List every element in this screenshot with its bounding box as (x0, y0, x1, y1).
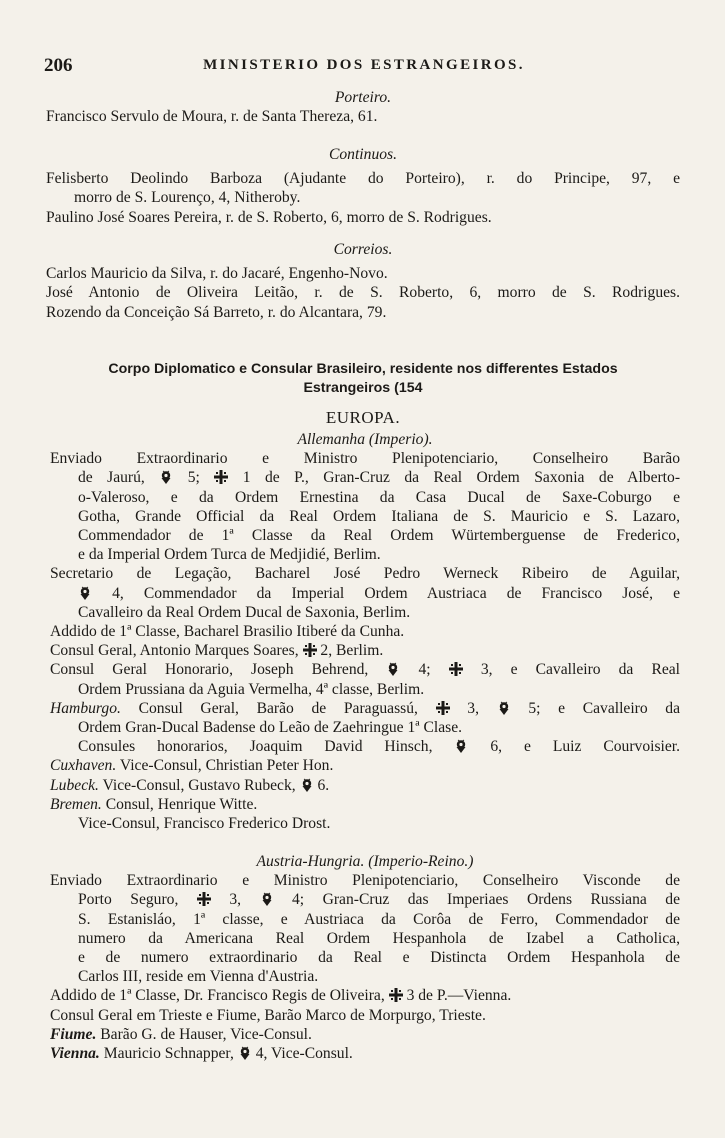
city-label: Cuxhaven. (50, 757, 117, 775)
correios-section (46, 240, 680, 322)
order-rose-icon (78, 586, 92, 600)
entry-line: Paulino José Soares Pereira, r. de S. Roberto, 6, morro de S. Rodrigues. (46, 208, 492, 226)
entry-text: 1 de P., Gran-Cruz da Real Ordem Saxonia de Alberto- (242, 469, 681, 487)
entry-text: Porto Seguro, (78, 891, 179, 909)
corpo-diplomatico-heading (46, 360, 680, 398)
entry-text: Vice-Consul, Gustavo Rubeck, (102, 776, 296, 794)
entry-line (50, 776, 680, 795)
entry-line: Felisberto Deolindo Barboza (Ajudante do Porteiro), r. do Principe, 97, e (46, 170, 680, 188)
order-rose-icon (497, 701, 511, 715)
entry-text: Consules honorarios, Joaquim David Hinsch, (78, 738, 433, 756)
section-heading: Correios. (333, 241, 393, 258)
porteiro-section (46, 88, 680, 126)
page-header (44, 55, 684, 77)
entry-text: 2, Berlim. (320, 642, 384, 660)
entry-line: numero da Americana Real Ordem Hespanhola de Izabel a Catholica, (78, 929, 680, 947)
entry-line: Vice-Consul, Francisco Frederico Drost. (78, 815, 331, 833)
entry-line: Carlos III, reside em Vienna d'Austria. (78, 968, 319, 986)
europa-heading: EUROPA. (325, 408, 401, 427)
country-heading: Allemanha (Imperio). (297, 431, 433, 448)
entry-line (50, 737, 680, 756)
entry-line (50, 756, 680, 775)
entry-text: 4; (418, 661, 431, 679)
entry-text: Consul, Henrique Witte. (105, 795, 258, 813)
entry-text: Barão G. de Hauser, Vice-Consul. (100, 1025, 312, 1043)
entry-line (50, 584, 680, 603)
entry-text: 3, (229, 891, 242, 909)
entry-line: Rozendo da Conceição Sá Barreto, r. do Alcantara, 79. (46, 303, 387, 321)
entry-text: 4; Gran-Cruz das Imperiaes Ordens Russiana de (292, 891, 680, 909)
entry-line: Secretario de Legação, Bacharel José Pedro Werneck Ribeiro de Aguilar, (50, 565, 680, 583)
entry-text: Consul Geral, Barão de Paraguassú, (138, 699, 418, 717)
entry-line: Consul Geral em Trieste e Fiume, Barão Marco de Morpurgo, Trieste. (50, 1006, 486, 1024)
entry-text: Consul Geral, Antonio Marques Soares, (50, 642, 299, 660)
entry-line (50, 1025, 680, 1044)
entry-line: Enviado Extraordinario e Ministro Plenipotenciario, Conselheiro Visconde de (50, 872, 680, 890)
order-rose-icon (300, 778, 314, 792)
entry-text: de Jaurú, (78, 469, 145, 487)
city-label: Fiume. (50, 1025, 97, 1043)
order-rose-icon (260, 892, 274, 906)
order-rose-icon (454, 739, 468, 753)
entry-line (50, 890, 680, 909)
continuos-section (46, 145, 680, 227)
entry-text: 3, (467, 699, 479, 717)
section-heading: Continuos. (328, 146, 398, 163)
entry-text: Consul Geral Honorario, Joseph Behrend, (50, 661, 369, 679)
entry-line (50, 1044, 680, 1063)
order-cross-icon (214, 470, 228, 484)
entry-line (50, 660, 680, 679)
entry-line: e de numero extraordinario da Real e Distincta Ordem Hespanhola de (78, 949, 680, 967)
entry-line: morro de S. Lourenço, 4, Nitheroby. (74, 189, 301, 207)
entry-text: 4, Commendador da Imperial Ordem Austriaca de Francisco José, e (112, 584, 680, 602)
entry-line (50, 699, 680, 718)
entry-line: Ordem Prussiana da Aguia Vermelha, 4ª classe, Berlim. (78, 680, 425, 698)
order-cross-icon (303, 643, 317, 657)
section-title-line: Estrangeiros (154 (303, 380, 423, 396)
country-heading: Austria-Hungria. (Imperio-Reino.) (256, 853, 474, 870)
city-label: Hamburgo. (50, 699, 121, 717)
entry-line: Ordem Gran-Ducal Badense do Leão de Zaehringue 1ª Clase. (78, 719, 463, 737)
running-title: MINISTERIO DOS ESTRANGEIROS. (203, 57, 525, 73)
entry-line: Addido de 1ª Classe, Bacharel Brasilio Itiberé da Cunha. (50, 623, 405, 641)
entry-text: 4, Vice-Consul. (255, 1045, 353, 1063)
entry-text: 6, e Luiz Courvoisier. (490, 738, 681, 756)
entry-text: Addido de 1ª Classe, Dr. Francisco Regis de Oliveira, (50, 987, 385, 1005)
entry-line: Carlos Mauricio da Silva, r. do Jacaré, Engenho-Novo. (46, 265, 388, 283)
austria-section (50, 852, 680, 1063)
order-rose-icon (159, 470, 173, 484)
order-cross-icon (389, 988, 403, 1002)
page-number: 206 (44, 55, 73, 76)
entry-text: Vice-Consul, Christian Peter Hon. (119, 757, 334, 775)
order-cross-icon (449, 662, 463, 676)
entry-line: o-Valeroso, e da Ordem Ernestina da Casa Ducal de Saxe-Coburgo e (78, 488, 680, 506)
entry-line: S. Estanisláo, 1ª classe, e Austriaca da Corôa de Ferro, Commendador de (78, 910, 680, 928)
city-label: Lubeck. (50, 776, 99, 794)
entry-text: 5; e Cavalleiro da (528, 699, 681, 717)
entry-line (50, 986, 680, 1005)
order-cross-icon (197, 892, 211, 906)
entry-line: Francisco Servulo de Moura, r. de Santa Thereza, 61. (46, 108, 378, 126)
entry-line: e da Imperial Ordem Turca de Medjidié, Berlim. (78, 546, 381, 564)
entry-text: 3, e Cavalleiro da Real (480, 661, 681, 679)
entry-text: Mauricio Schnapper, (103, 1045, 234, 1063)
entry-line (50, 641, 680, 660)
entry-text: 6. (317, 776, 330, 794)
entry-line: Cavalleiro da Real Ordem Ducal de Saxonia, Berlim. (78, 603, 411, 621)
entry-line: José Antonio de Oliveira Leitão, r. de S. Roberto, 6, morro de S. Rodrigues. (46, 284, 680, 302)
europa-heading-block (46, 408, 680, 427)
order-rose-icon (386, 662, 400, 676)
entry-text: 5; (187, 469, 200, 487)
entry-line: Commendador de 1ª Classe da Real Ordem Würtemberguense de Frederico, (78, 527, 680, 545)
entry-line: Enviado Extraordinario e Ministro Plenipotenciario, Conselheiro Barão (50, 450, 680, 468)
section-heading: Porteiro. (334, 89, 392, 106)
entry-line (50, 795, 680, 814)
order-cross-icon (436, 701, 450, 715)
entry-line: Gotha, Grande Official da Real Ordem Italiana de S. Mauricio e S. Lazaro, (78, 507, 680, 525)
entry-text: 3 de P.—Vienna. (406, 987, 512, 1005)
section-title-line: Corpo Diplomatico e Consular Brasileiro, residente nos differentes Estados (108, 361, 618, 377)
allemanha-section (50, 430, 680, 833)
order-rose-icon (238, 1046, 252, 1060)
entry-line (50, 468, 680, 487)
city-label: Vienna. (50, 1045, 100, 1063)
city-label: Bremen. (50, 795, 102, 813)
